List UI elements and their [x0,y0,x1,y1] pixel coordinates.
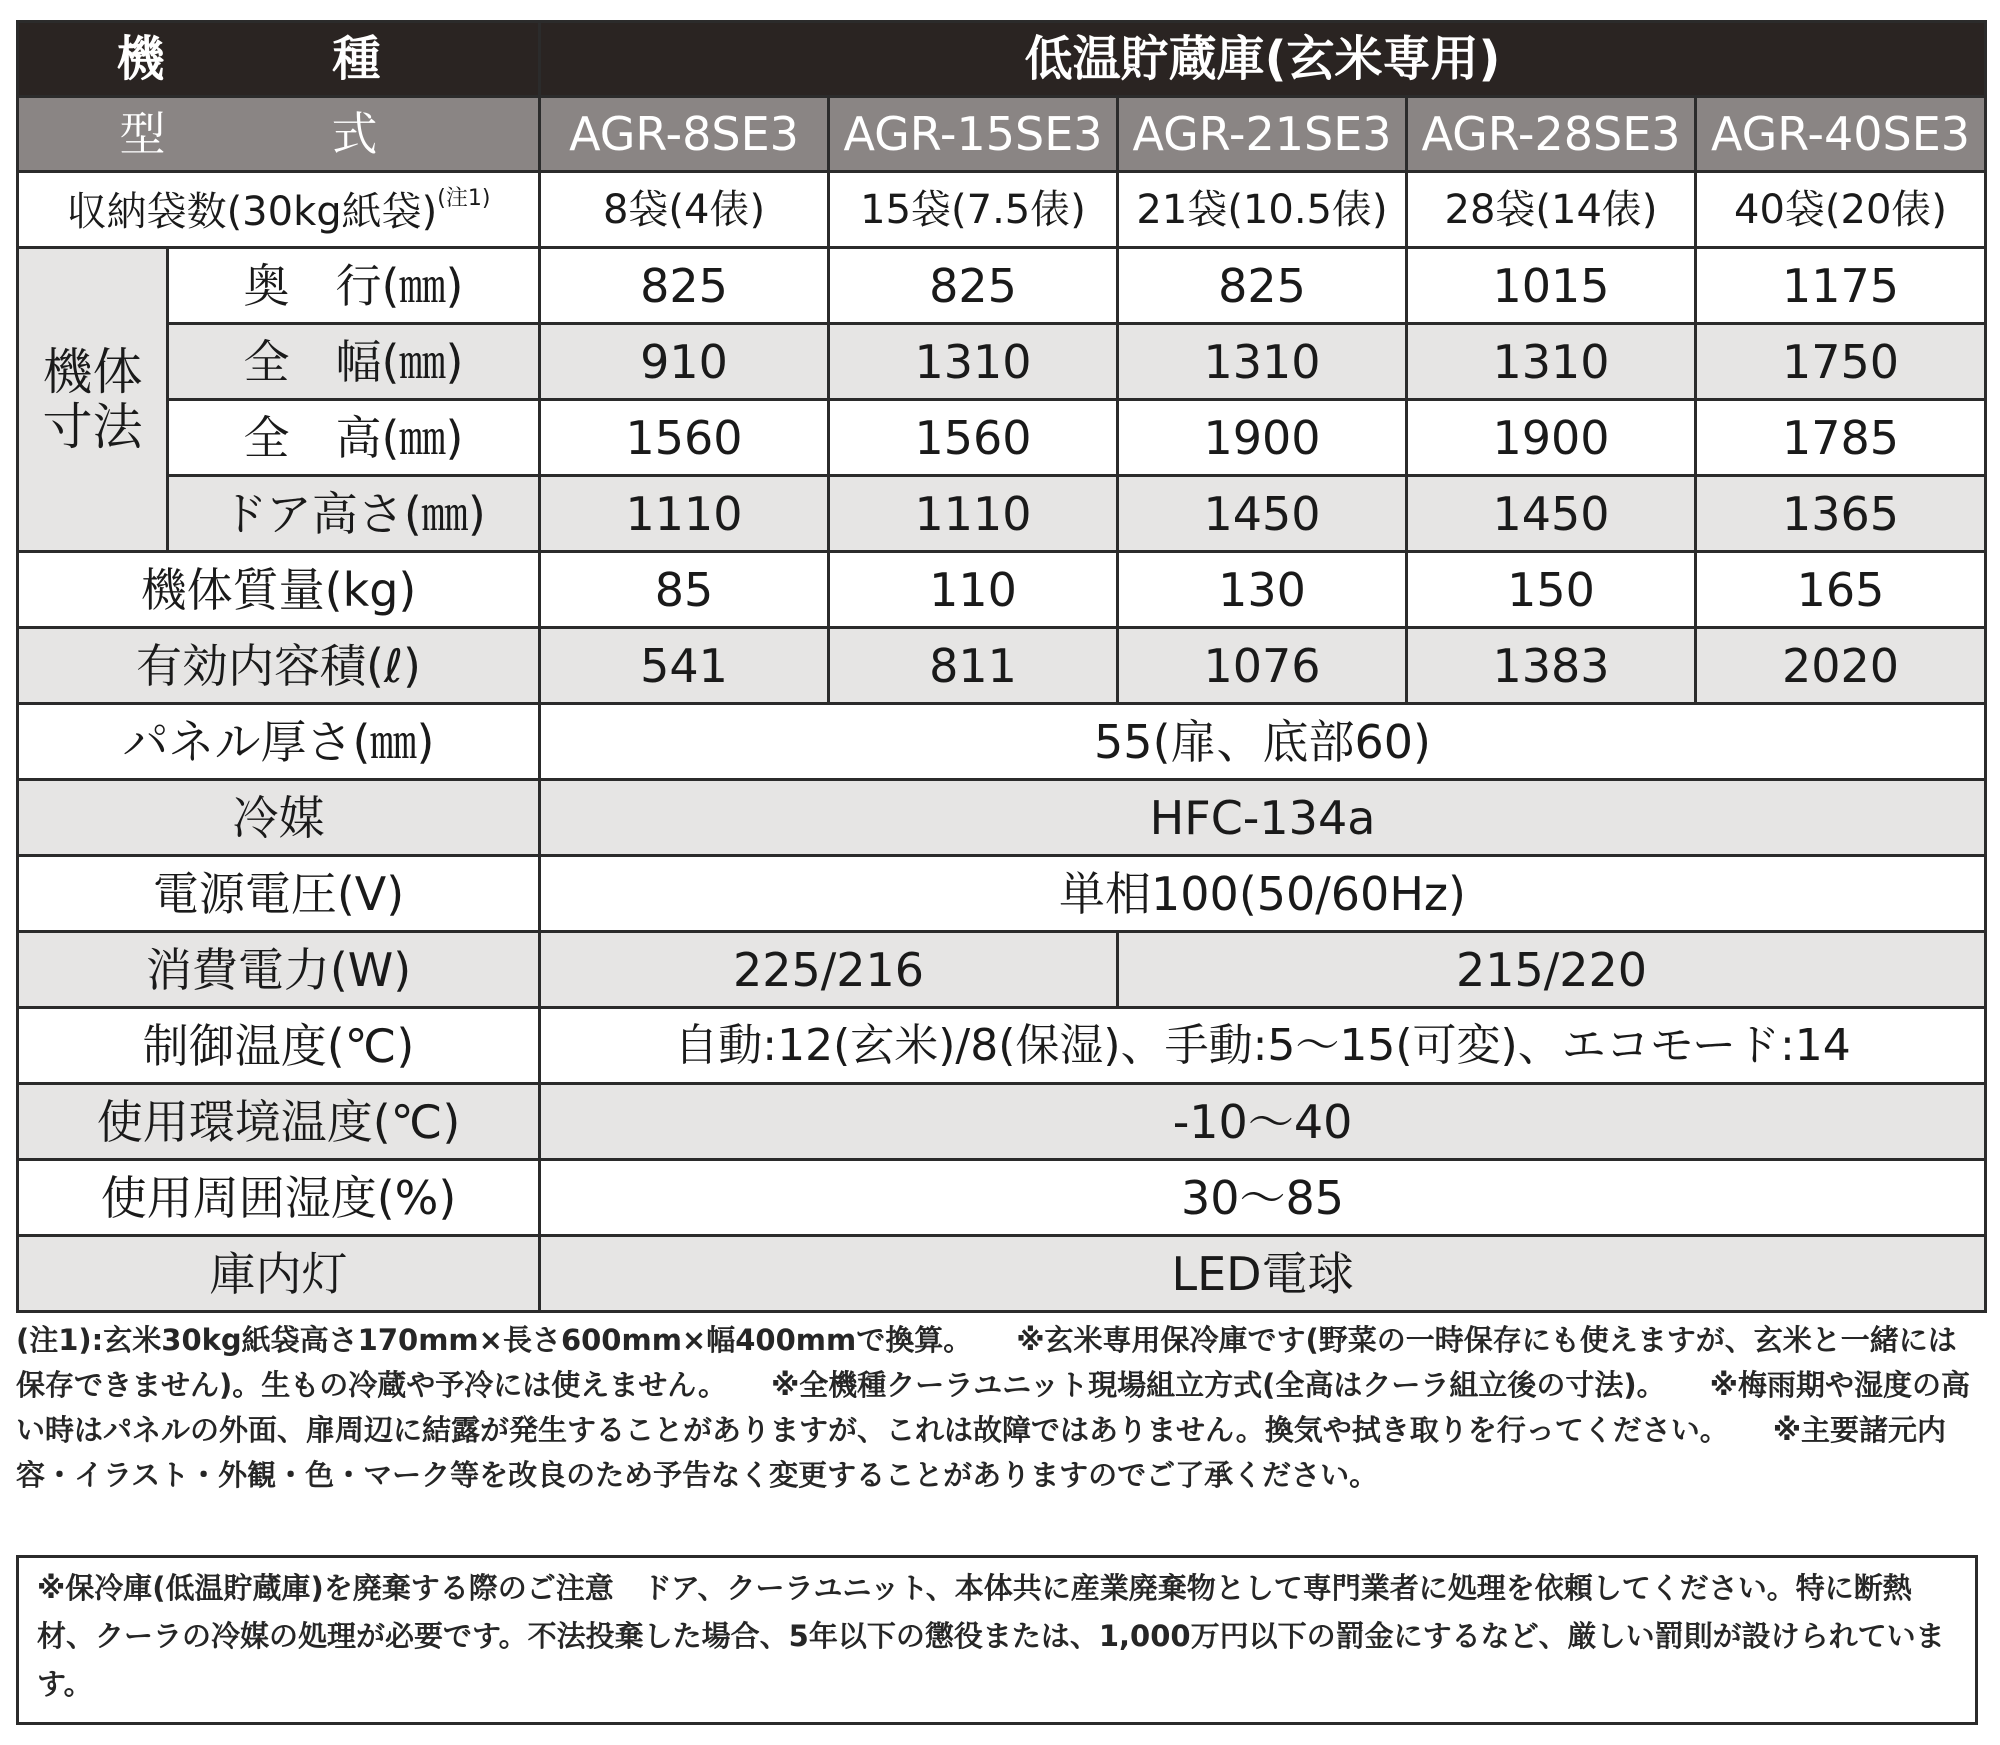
light-label: 庫内灯 [18,1236,540,1312]
door-height-value: 1365 [1696,476,1986,552]
volume-value: 811 [829,628,1118,704]
width-value: 1750 [1696,324,1986,400]
control-temp-value: 自動:12(玄米)/8(保湿)、手動:5〜15(可変)、エコモード:14 [540,1008,1986,1084]
model-4: AGR-28SE3 [1407,97,1696,172]
bags-value: 28袋(14俵) [1407,172,1696,248]
model-5: AGR-40SE3 [1696,97,1986,172]
width-value: 910 [540,324,829,400]
panel-value: 55(扉、底部60) [540,704,1986,780]
height-value: 1560 [540,400,829,476]
light-value: LED電球 [540,1236,1986,1312]
mass-label: 機体質量(kg) [18,552,540,628]
row-panel [18,704,1986,780]
bags-label: 収納袋数(30kg紙袋)$^{(注1)}$ [18,172,540,248]
row-door-height [18,476,1986,552]
humidity-label: 使用周囲湿度(%) [18,1160,540,1236]
height-value: 1900 [1118,400,1407,476]
row-bags [18,172,1986,248]
kishu-label: 機 種 [18,22,540,97]
height-label: 全 高(㎜) [168,400,540,476]
control-temp-label: 制御温度(℃) [18,1008,540,1084]
model-1: AGR-8SE3 [540,97,829,172]
spec-table [16,20,1987,1313]
bags-note: (注1) [437,185,491,211]
width-value: 1310 [1407,324,1696,400]
row-mass [18,552,1986,628]
depth-label: 奥 行(㎜) [168,248,540,324]
row-ambient-temp [18,1084,1986,1160]
mass-value: 130 [1118,552,1407,628]
refrigerant-value: HFC-134a [540,780,1986,856]
height-value: 1900 [1407,400,1696,476]
depth-value: 825 [540,248,829,324]
depth-value: 1015 [1407,248,1696,324]
footnote-item: ※主要諸元内容・イラスト・外観・色・マーク等を改良のため予告なく変更することがありますのでご了承ください。 [16,1413,1947,1492]
voltage-value: 単相100(50/60Hz) [540,856,1986,932]
dimensions-group-label: 機体 寸法 [18,248,168,552]
row-voltage [18,856,1986,932]
bags-value: 40袋(20俵) [1696,172,1986,248]
ambient-temp-label: 使用環境温度(℃) [18,1084,540,1160]
row-power [18,932,1986,1008]
footnote-item: ※全機種クーラユニット現場組立方式(全高はクーラ組立後の寸法)。 [771,1368,1666,1402]
row-humidity [18,1160,1986,1236]
height-value: 1785 [1696,400,1986,476]
width-value: 1310 [829,324,1118,400]
width-label: 全 幅(㎜) [168,324,540,400]
mass-value: 150 [1407,552,1696,628]
model-3: AGR-21SE3 [1118,97,1407,172]
header-row-kishu [18,22,1986,97]
depth-value: 825 [1118,248,1407,324]
ambient-temp-value: -10〜40 [540,1084,1986,1160]
footnote-item: ※梅雨期や湿度の高い時はパネルの外面、扉周辺に結露が発生することがありますが、これは故障ではありません。換気や拭き取りを行ってください。 [16,1368,1970,1447]
disposal-notice-text: ※保冷庫(低温貯蔵庫)を廃棄する際のご注意 ドア、クーラユニット、本体共に産業廃棄物として専門業者に処理を依頼してください。特に断熱材、クーラの冷媒の処理が必要です。不法投棄した場合、5年以下の懲役または、1,000万円以下の罰金にするなど、厳しい罰則が設けられています。 [37,1571,1945,1701]
volume-value: 1076 [1118,628,1407,704]
power-label: 消費電力(W) [18,932,540,1008]
width-value: 1310 [1118,324,1407,400]
door-height-value: 1110 [540,476,829,552]
disposal-notice-box [16,1555,1978,1725]
row-control-temp [18,1008,1986,1084]
bags-value: 21袋(10.5俵) [1118,172,1407,248]
volume-value: 541 [540,628,829,704]
refrigerant-label: 冷媒 [18,780,540,856]
row-refrigerant [18,780,1986,856]
door-height-value: 1450 [1407,476,1696,552]
row-light [18,1236,1986,1312]
row-width [18,324,1986,400]
header-row-models [18,97,1986,172]
bags-value: 15袋(7.5俵) [829,172,1118,248]
mass-value: 110 [829,552,1118,628]
height-value: 1560 [829,400,1118,476]
mass-value: 85 [540,552,829,628]
panel-label: パネル厚さ(㎜) [18,704,540,780]
footnotes [16,1318,1984,1498]
katashiki-label: 型 式 [18,97,540,172]
row-height [18,400,1986,476]
footnote-item: ※玄米専用保冷庫です(野菜の一時保存にも使えますが、玄米と一緒には保存できません)。生もの冷蔵や予冷には使えません。 [16,1323,1957,1402]
humidity-value: 30〜85 [540,1160,1986,1236]
mass-value: 165 [1696,552,1986,628]
depth-value: 1175 [1696,248,1986,324]
row-volume [18,628,1986,704]
power-value-a: 225/216 [540,932,1118,1008]
door-height-label: ドア高さ(㎜) [168,476,540,552]
footnote-item: (注1):玄米30kg紙袋高さ170mm×長さ600mm×幅400mmで換算。 [16,1323,973,1357]
depth-value: 825 [829,248,1118,324]
door-height-value: 1450 [1118,476,1407,552]
volume-value: 2020 [1696,628,1986,704]
voltage-label: 電源電圧(V) [18,856,540,932]
door-height-value: 1110 [829,476,1118,552]
volume-value: 1383 [1407,628,1696,704]
volume-label: 有効内容積(ℓ) [18,628,540,704]
category-label: 低温貯蔵庫(玄米専用) [540,22,1986,97]
bags-value: 8袋(4俵) [540,172,829,248]
model-2: AGR-15SE3 [829,97,1118,172]
row-depth [18,248,1986,324]
power-value-b: 215/220 [1118,932,1986,1008]
